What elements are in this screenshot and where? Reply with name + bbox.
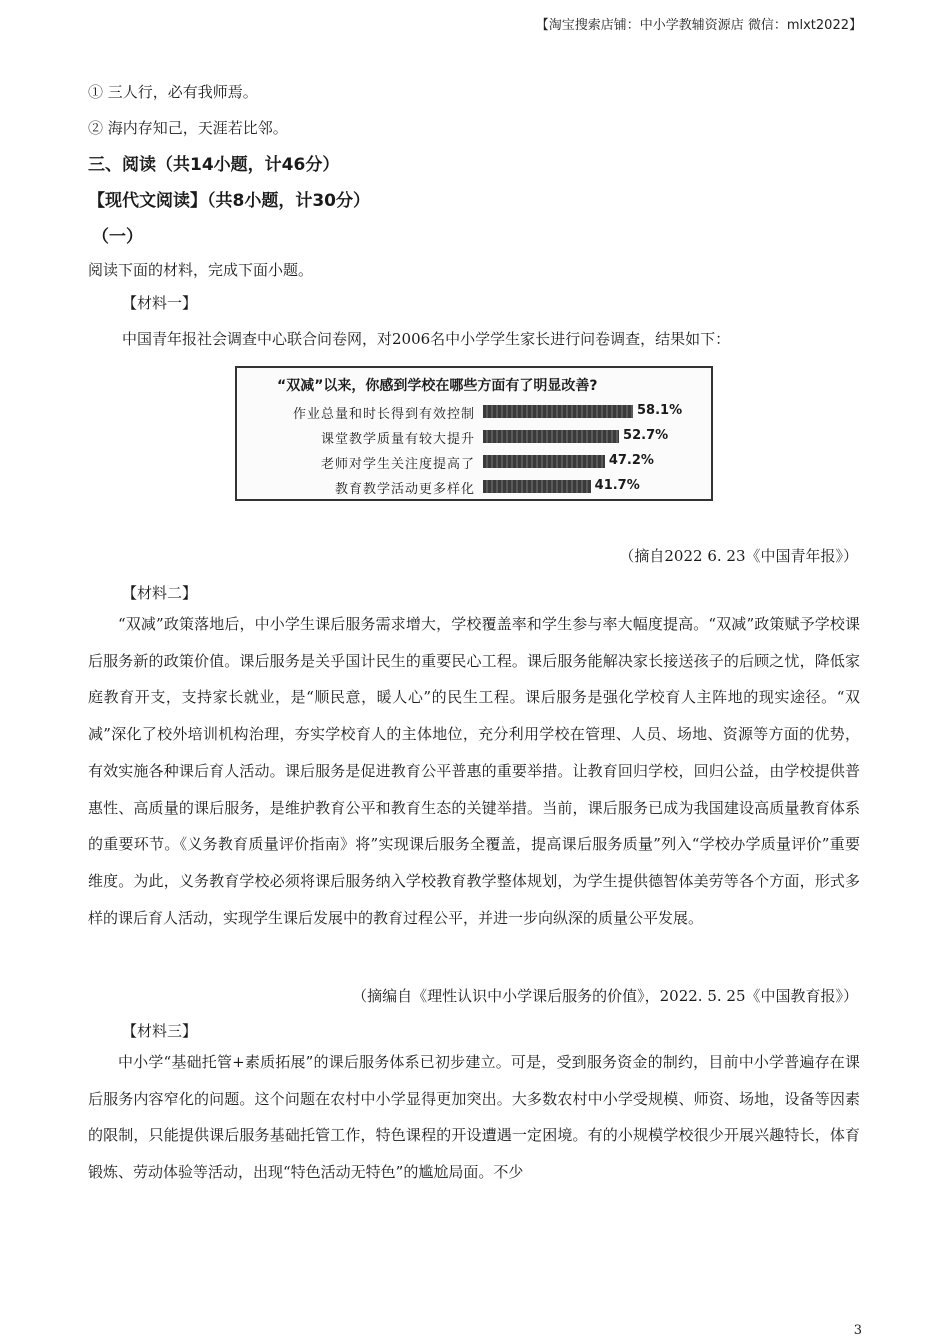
subsection-title: 【现代文阅读】（共8小题，计30分） xyxy=(88,191,370,211)
chart-bar xyxy=(483,405,633,418)
survey-bar-chart xyxy=(235,366,713,501)
material2-source: （摘编自《理性认识中小学课后服务的价值》，2022. 5. 25《中国教育报》） xyxy=(352,987,858,1005)
chart-value-label: 52.7% xyxy=(623,428,669,443)
chart-category-label: 老师对学生关注度提高了 xyxy=(320,457,475,472)
material2-label: 【材料二】 xyxy=(122,584,198,602)
material1-source: （摘自2022 6. 23《中国青年报》） xyxy=(619,547,858,565)
chart-title: “双减”以来，你感到学校在哪些方面有了明显改善? xyxy=(277,378,598,394)
chart-bar xyxy=(483,455,605,468)
chart-row xyxy=(237,451,707,471)
chart-category-label: 作业总量和时长得到有效控制 xyxy=(292,407,475,422)
material1-label: 【材料一】 xyxy=(122,294,198,312)
material3-label: 【材料三】 xyxy=(122,1022,198,1040)
chart-bar xyxy=(483,480,591,493)
quote-line-1: ① 三人行，必有我师焉。 xyxy=(88,83,258,101)
part-label: （一） xyxy=(92,227,143,247)
chart-value-label: 58.1% xyxy=(637,403,683,418)
material3-paragraph: 中小学“基础托管+素质拓展”的课后服务体系已初步建立。可是，受到服务资金的制约，目前中小学普遍存在课后服务内容窄化的问题。这个问题在农村中小学显得更加突出。大多数农村中小学受规模、师资、场地，设备等因素的限制，只能提供课后服务基础托管工作，特色课程的开设遭遇一定困境。有的小规模学校很少开展兴趣特长，体育锻炼、劳动体验等活动，出现“特色活动无特色”的尴尬局面。不少 xyxy=(88,1053,860,1182)
page-number: 3 xyxy=(853,1323,862,1338)
chart-row xyxy=(237,476,707,496)
chart-category-label: 课堂教学质量有较大提升 xyxy=(320,432,475,447)
chart-row xyxy=(237,426,707,446)
chart-value-label: 41.7% xyxy=(594,478,640,493)
chart-category-label: 教育教学活动更多样化 xyxy=(334,482,475,497)
quote-line-2: ② 海内存知己，天涯若比邻。 xyxy=(88,119,288,137)
instruction-text: 阅读下面的材料，完成下面小题。 xyxy=(88,261,314,279)
chart-row xyxy=(237,401,707,421)
chart-value-label: 47.2% xyxy=(608,453,654,468)
material2-paragraph: “双减”政策落地后，中小学生课后服务需求增大，学校覆盖率和学生参与率大幅度提高。“双减”政策赋予学校课后服务新的政策价值。课后服务是关乎国计民生的重要民心工程。课后服务能解决家长接送孩子的后顾之忧，降低家庭教育开支，支持家长就业，是“顺民意，暖人心”的民生工程。课后服务是强化学校育人主阵地的现实途径。“双减”深化了校外培训机构治理，夯实学校育人的主体地位，充分利用学校在管理、人员、场地、资源等方面的优势，有效实施各种课后育人活动。课后服务是促进教育公平普惠的重要举措。让教育回归学校，回归公益，由学校提供普惠性、高质量的课后服务，是维护教育公平和教育生态的关键举措。当前，课后服务已成为我国建设高质量教育体系的重要环节。《义务教育质量评价指南》将”实现课后服务全覆盖，提高课后服务质量”列入“学校办学质量评价”重要维度。为此，义务教育学校必须将课后服务纳入学校教育教学整体规划，为学生提供德智体美劳等各个方面，形式多样的课后育人活动，实现学生课后发展中的教育过程公平，并进一步向纵深的质量公平发展。 xyxy=(88,615,860,927)
chart-bar xyxy=(483,430,619,443)
section-title: 三、阅读（共14小题，计46分） xyxy=(88,155,340,175)
material1-intro: 中国青年报社会调查中心联合问卷网，对2006名中小学学生家长进行问卷调查，结果如下： xyxy=(122,330,731,348)
page-header: 【淘宝搜索店铺：中小学教辅资源店 微信：mlxt2022】 xyxy=(535,18,862,33)
